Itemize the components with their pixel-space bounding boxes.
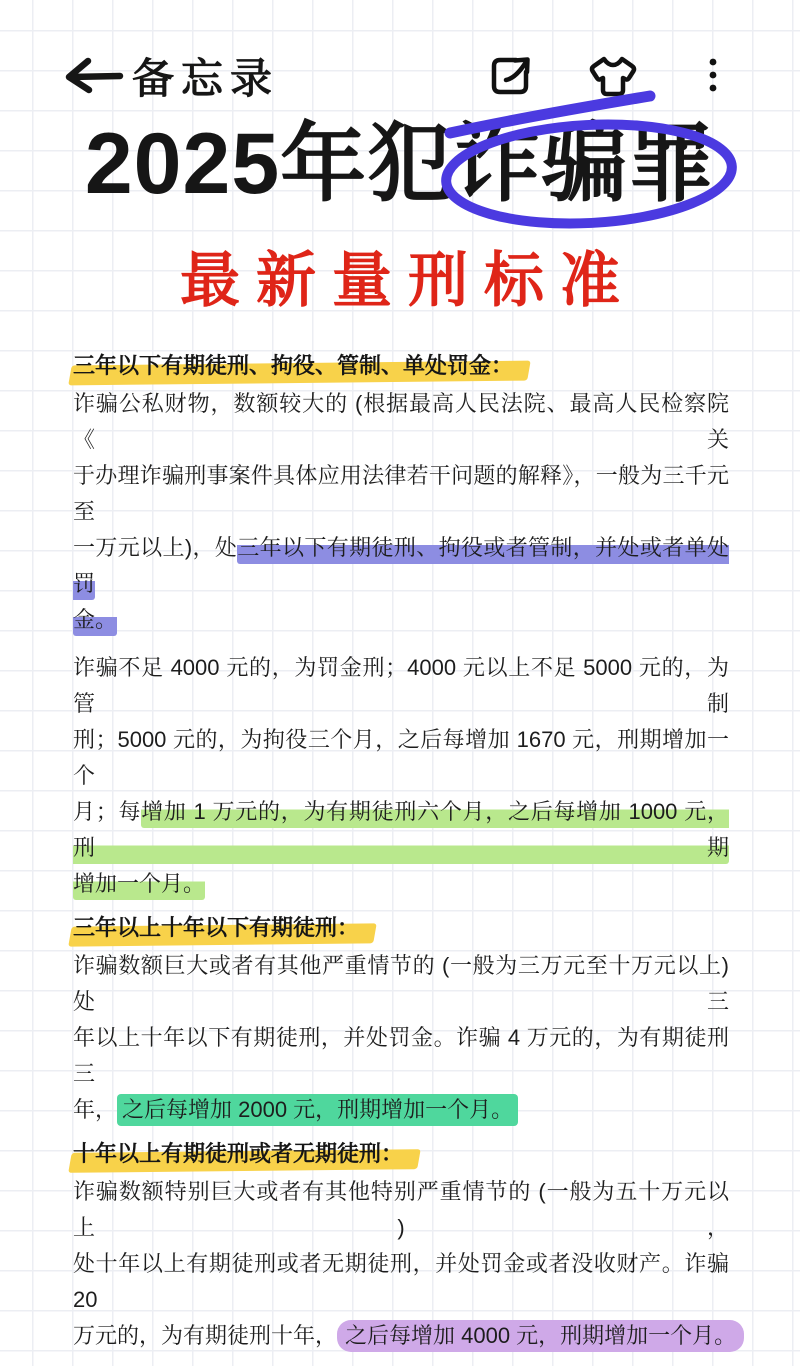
text-segment: 处十年以上有期徒刑或者无期徒刑，并处罚金或者没收财产。诈骗 20 [73, 1251, 729, 1312]
section-heading [73, 352, 729, 380]
heading-highlight: 十年以上有期徒刑或者无期徒刑： [73, 1141, 404, 1166]
text-segment: 诈骗不足 4000 元的，为罚金刑；4000 元以上不足 5000 元的，为管制 [73, 655, 729, 716]
highlight-segment: 增加 1 万元的，为有期徒刑六个月，之后每增加 1000 元，刑期 [73, 799, 729, 864]
body-sections [73, 352, 737, 1366]
paragraph [73, 948, 729, 1128]
share-button[interactable] [488, 54, 534, 98]
body-line [73, 722, 729, 794]
share-export-icon [488, 54, 534, 98]
body-line [73, 866, 729, 902]
topbar [0, 44, 800, 104]
section-heading [73, 914, 729, 942]
topbar-title: 备忘录 [132, 55, 280, 102]
heading-highlight: 三年以上十年以下有期徒刑： [73, 915, 360, 940]
highlight-segment: 增加一个月。 [73, 871, 205, 900]
text-segment: 一万元以上)，处 [73, 535, 238, 560]
paragraph [73, 650, 729, 902]
body-line [73, 1174, 729, 1246]
text-segment: 刑；5000 元的，为拘役三个月，之后每增加 1670 元，刑期增加一个 [73, 727, 729, 788]
body-line [73, 1020, 729, 1092]
body-line [73, 948, 729, 1020]
highlight-segment: 之后每增加 4000 元，刑期增加一个月。 [337, 1320, 744, 1352]
text-segment: 年以上十年以下有期徒刑，并处罚金。诈骗 4 万元的，为有期徒刑三 [73, 1025, 729, 1086]
heading-highlight: 三年以下有期徒刑、拘役、管制、单处罚金： [73, 353, 514, 378]
body-line [73, 1092, 729, 1128]
shirt-icon [588, 54, 634, 98]
text-segment: 月；每 [73, 799, 142, 824]
section [73, 914, 729, 1128]
highlight-segment: 之后每增加 2000 元，刑期增加一个月。 [117, 1094, 518, 1126]
back-button[interactable] [62, 56, 124, 94]
section [73, 352, 729, 902]
clothes-button[interactable] [588, 54, 634, 98]
text-segment: 诈骗公私财物，数额较大的 (根据最高人民法院、最高人民检察院《关 [73, 391, 729, 452]
body-line [73, 602, 729, 638]
page-title: 2025年犯诈骗罪 [84, 116, 716, 212]
text-segment: 万元的，为有期徒刑十年， [73, 1323, 338, 1348]
body-line [73, 794, 729, 866]
body-line [73, 386, 729, 458]
highlight-segment: 三年以下有期徒刑、拘役或者管制，并处或者单处罚 [73, 535, 729, 600]
body-line [73, 1246, 729, 1318]
paragraph [73, 1174, 737, 1354]
page-subtitle: 最新量刑标准 [180, 247, 636, 315]
paragraph [73, 386, 729, 638]
text-segment: 于办理诈骗刑事案件具体应用法律若干问题的解释》，一般为三千元至 [73, 463, 729, 524]
body-line [73, 458, 729, 530]
section [73, 1140, 737, 1354]
section-heading [73, 1140, 729, 1168]
more-menu-button[interactable] [706, 54, 752, 98]
poster-title-block [0, 114, 800, 319]
text-segment: 诈骗数额特别巨大或者有其他特别严重情节的 (一般为五十万元以上)， [73, 1179, 729, 1240]
kebab-menu-icon [706, 54, 752, 98]
body-line [73, 1318, 737, 1354]
left-arrow-icon [62, 56, 124, 94]
highlight-segment: 金。 [73, 607, 117, 636]
body-line [73, 530, 729, 602]
body-line [73, 650, 729, 722]
text-segment: 诈骗数额巨大或者有其他严重情节的 (一般为三万元至十万元以上) 处三 [73, 953, 729, 1014]
text-segment: 年， [73, 1097, 118, 1122]
